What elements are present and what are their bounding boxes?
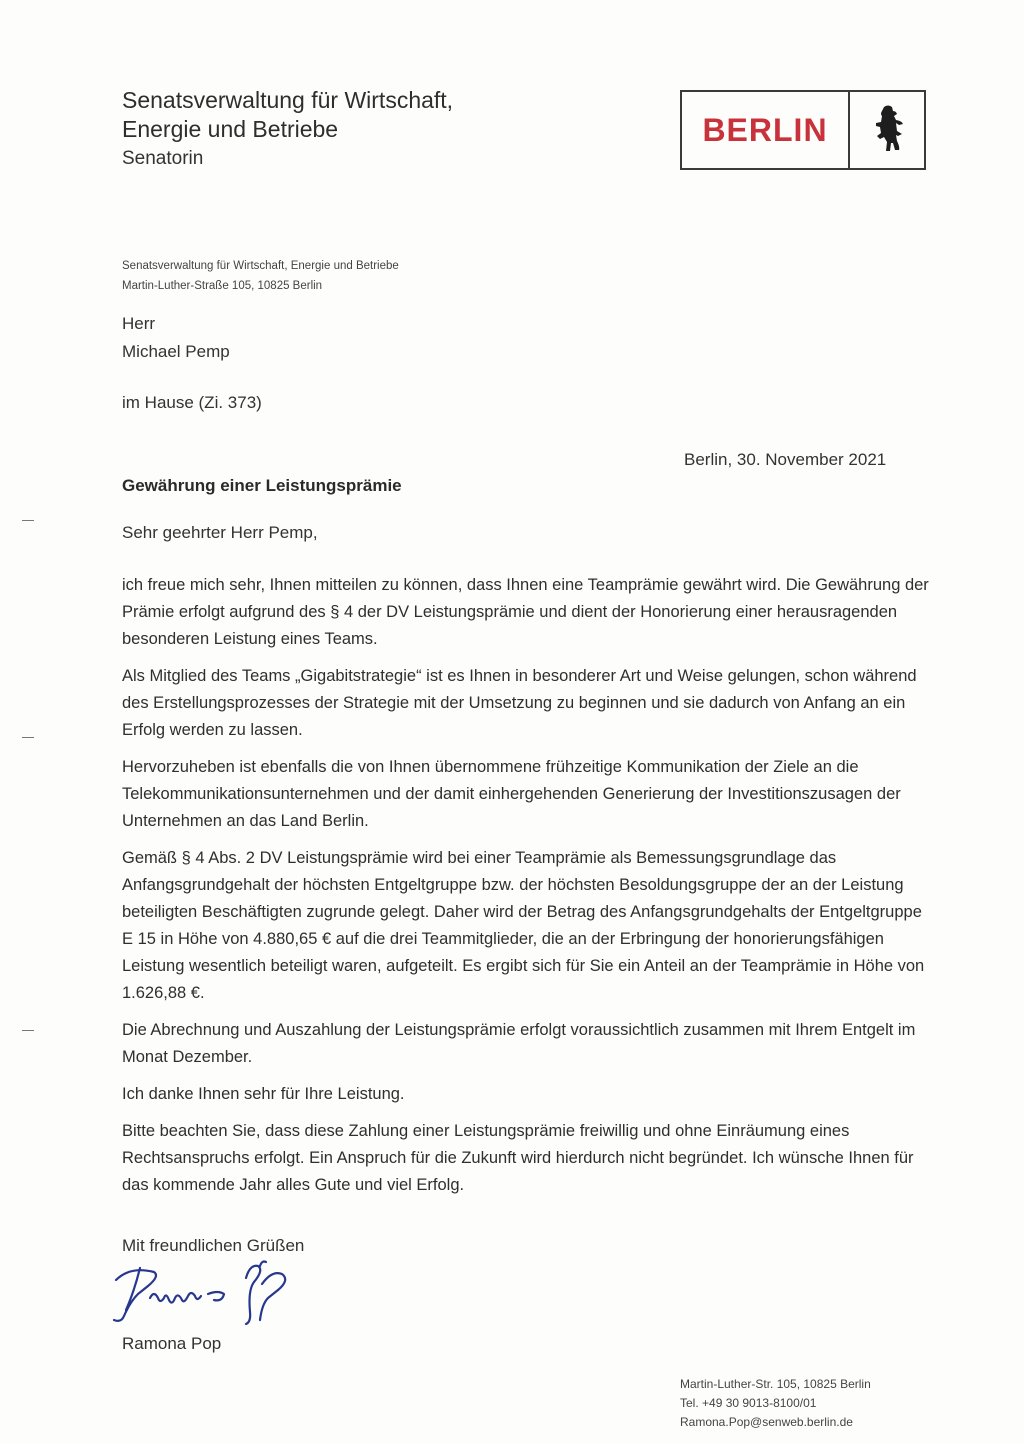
fold-mark-bottom xyxy=(22,1030,34,1031)
paragraph-4: Gemäß § 4 Abs. 2 DV Leistungsprämie wird bei einer Teamprämie als Bemessungsgrundlage das Anfangsgrundgehalt der höchsten Entgeltgruppe bzw. der höchsten Besoldungsgruppe der an der Leistung beteiligten Beschäftigten zugrunde gelegt. Daher wird der Betrag des Anfangsgrundgehalts der Entgeltgruppe E 15 in Höhe von 4.880,65 € auf die drei Teammitglieder, die an der Erbringung der honorierungsfähigen Leistung wesentlich beteiligt waren, aufgeteilt. Es ergibt sich für Sie ein Anteil an der Teamprämie in Höhe von 1.626,88 €. xyxy=(122,849,925,1002)
recipient-title: Herr xyxy=(122,314,156,333)
letter-subject: Gewährung einer Leistungsprämie xyxy=(122,476,402,495)
paragraph-5: Die Abrechnung und Auszahlung der Leistungsprämie erfolgt voraussichtlich zusammen mit Ihrem Entgelt im Monat Dezember. xyxy=(122,1021,916,1066)
letter-body xyxy=(122,572,932,1209)
sender-organization xyxy=(122,86,453,144)
berlin-bear-icon xyxy=(850,92,924,168)
letter-closing: Mit freundlichen Grüßen xyxy=(122,1236,305,1255)
sender-role: Senatorin xyxy=(122,148,204,169)
footer-address: Martin-Luther-Str. 105, 10825 Berlin xyxy=(680,1377,871,1391)
letter-date: Berlin, 30. November 2021 xyxy=(684,450,887,469)
return-address-line-2: Martin-Luther-Straße 105, 10825 Berlin xyxy=(122,280,323,292)
recipient-room: im Hause (Zi. 373) xyxy=(122,393,262,412)
paragraph-2: Als Mitglied des Teams „Gigabitstrategie“ ist es Ihnen in besonderer Art und Weise gelungen, schon während des Erstellungsprozesses der Strategie mit der Umsetzung zu beginnen und sie dadurch von Anfang an ein Erfolg werden zu lassen. xyxy=(122,667,917,739)
paragraph-3: Hervorzuheben ist ebenfalls die von Ihnen übernommene frühzeitige Kommunikation der Ziele an die Telekommunikationsunternehmen und der damit einhergehenden Generierung der Investitionszusagen der Unternehmen an das Land Berlin. xyxy=(122,758,901,830)
berlin-logo-text: BERLIN xyxy=(682,92,850,168)
footer-phone: Tel. +49 30 9013-8100/01 xyxy=(680,1396,817,1410)
fold-mark-top xyxy=(22,520,34,521)
return-address xyxy=(122,256,399,296)
handwritten-signature xyxy=(110,1258,320,1333)
footer-email: Ramona.Pop@senweb.berlin.de xyxy=(680,1415,853,1429)
return-address-line-1: Senatsverwaltung für Wirtschaft, Energie und Betriebe xyxy=(122,260,399,272)
sender-line-2: Energie und Betriebe xyxy=(122,116,339,142)
signer-name: Ramona Pop xyxy=(122,1334,222,1353)
paragraph-1: ich freue mich sehr, Ihnen mitteilen zu können, dass Ihnen eine Teamprämie gewährt wird. Die Gewährung der Prämie erfolgt aufgrund des § 4 der DV Leistungsprämie und dient der Honorierung einer herausragenden besonderen Leistung eines Teams. xyxy=(122,576,929,648)
letter-salutation: Sehr geehrter Herr Pemp, xyxy=(122,523,318,542)
recipient-name: Michael Pemp xyxy=(122,342,230,361)
paragraph-6: Ich danke Ihnen sehr für Ihre Leistung. xyxy=(122,1085,405,1103)
recipient-block xyxy=(122,310,230,366)
punch-mark xyxy=(22,737,34,738)
berlin-logo xyxy=(680,90,926,170)
paragraph-7: Bitte beachten Sie, dass diese Zahlung einer Leistungsprämie freiwillig und ohne Einräumung eines Rechtsanspruchs erfolgt. Ein Anspruch für die Zukunft wird hierdurch nicht begründet. Ich wünsche Ihnen für das kommende Jahr alles Gute und viel Erfolg. xyxy=(122,1122,914,1194)
footer-contact xyxy=(680,1375,871,1432)
sender-line-1: Senatsverwaltung für Wirtschaft, xyxy=(122,87,454,113)
